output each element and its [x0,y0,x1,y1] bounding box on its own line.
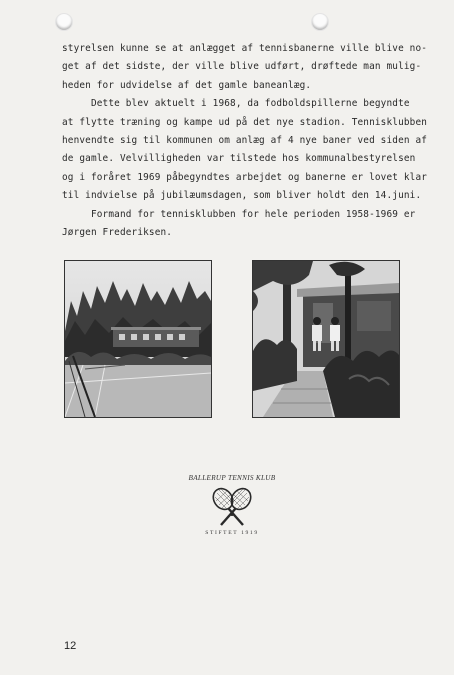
page-number: 12 [64,640,77,652]
club-emblem [152,474,312,536]
body-line: henvendte sig til kommunen om anlæg af 4 nye baner ved siden af [62,135,428,147]
punch-hole-left [56,14,72,30]
body-line: Formand for tennisklubben for hele perioden 1958-1969 er [62,208,416,220]
body-line: og i foråret 1969 påbegyndtes arbejdet og banerne er lovet klar [62,171,428,183]
body-line: at flytte træning og kampe ud på det nye stadion. Tennisklubben [62,116,428,128]
body-line: Jørgen Frederiksen. [62,227,173,239]
club-name: BALLERUP TENNIS KLUB [188,474,276,482]
photo-tennis-courts [64,260,212,418]
crossed-rackets-icon [207,485,257,529]
body-line: get af det sidste, der ville blive udført, drøftede man mulig- [62,61,422,73]
body-text [62,40,428,242]
club-founded: STIFTET 1919 [205,530,259,536]
body-line: heden for udvidelse af det gamle baneanlæg. [62,79,312,91]
photo-clubhouse-entrance [252,260,400,418]
body-line: de gamle. Velvilligheden var tilstede hos kommunalbestyrelsen [62,153,416,165]
body-line: styrelsen kunne se at anlægget af tennisbanerne ville blive no- [62,43,428,54]
body-line: Dette blev aktuelt i 1968, da fodboldspillerne begyndte [62,98,410,110]
punch-hole-right [312,14,328,30]
body-line: til indvielse på jubilæumsdagen, som bliver holdt den 14.juni. [62,190,422,202]
